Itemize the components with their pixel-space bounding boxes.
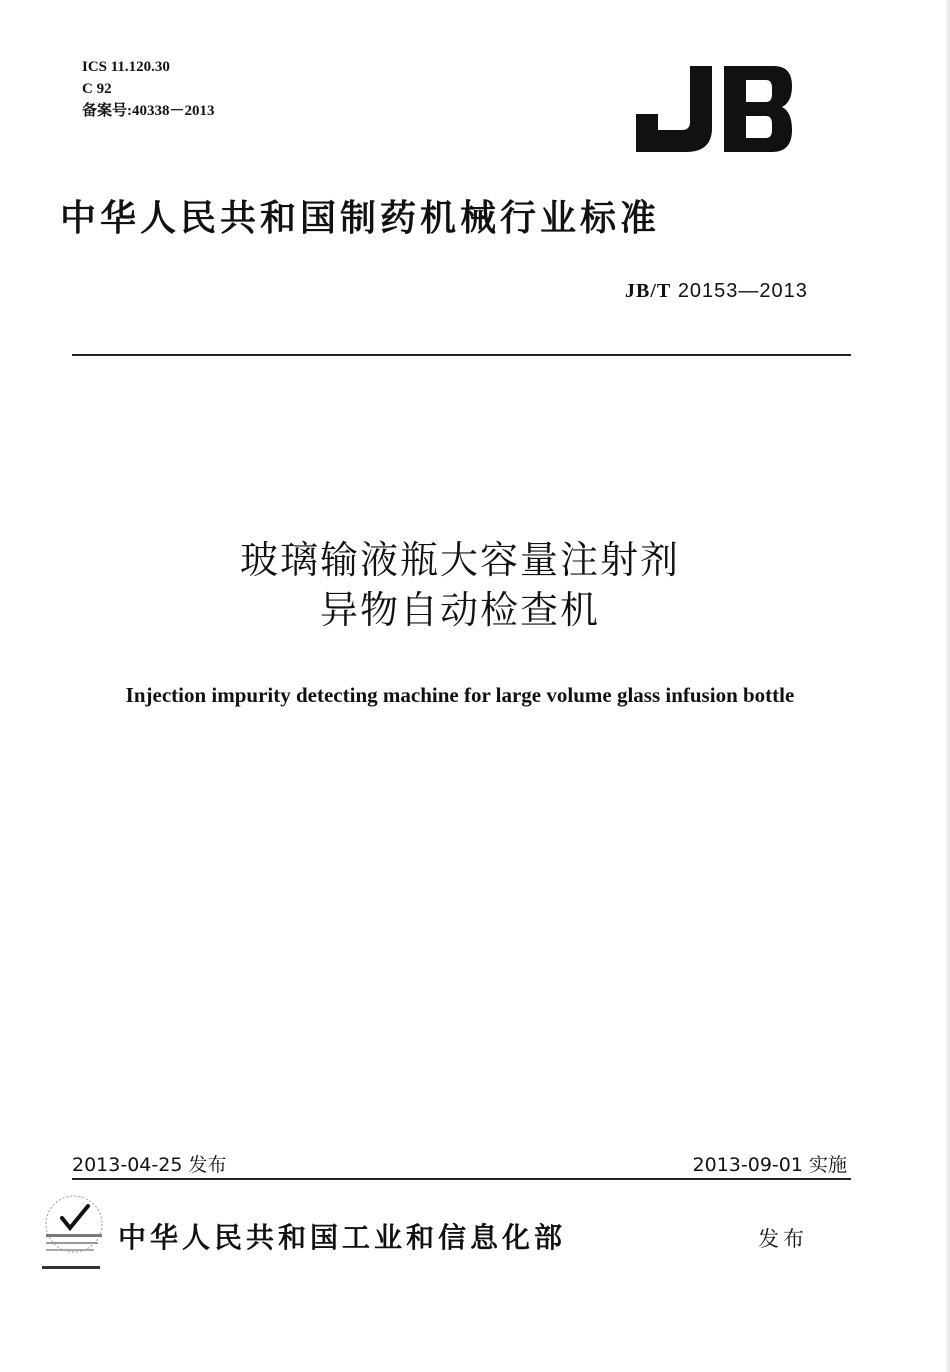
english-title: Injection impurity detecting machine for large volume glass infusion bottle — [125, 683, 795, 707]
classification-block — [82, 56, 215, 122]
record-number: 备案号:40338－2013 — [82, 103, 215, 119]
standard-code-prefix: JB/T — [625, 280, 672, 302]
standard-number — [625, 280, 808, 303]
ics-code: ICS 11.120.30 — [82, 59, 170, 75]
issue-date: 2013-04-25 发布 — [72, 1154, 227, 1176]
chinese-title — [0, 535, 920, 635]
bottom-divider — [72, 1178, 851, 1180]
chinese-title-line-2: 异物自动检查机 — [319, 588, 600, 632]
page-edge-shadow — [944, 0, 950, 1372]
implementation-date: 2013-09-01 实施 — [692, 1154, 847, 1176]
standard-code-number: 20153—2013 — [677, 280, 808, 302]
ccs-code: C 92 — [82, 81, 112, 97]
standard-category: 中华人民共和国制药机械行业标准 — [60, 197, 661, 239]
jb-logo — [632, 66, 792, 152]
publisher: 中华人民共和国工业和信息化部 — [118, 1221, 567, 1254]
top-divider — [72, 354, 851, 356]
publish-label: 发布 — [758, 1227, 808, 1251]
anti-counterfeit-seal-icon — [40, 1188, 110, 1276]
chinese-title-line-1: 玻璃输液瓶大容量注射剂 — [239, 538, 680, 582]
